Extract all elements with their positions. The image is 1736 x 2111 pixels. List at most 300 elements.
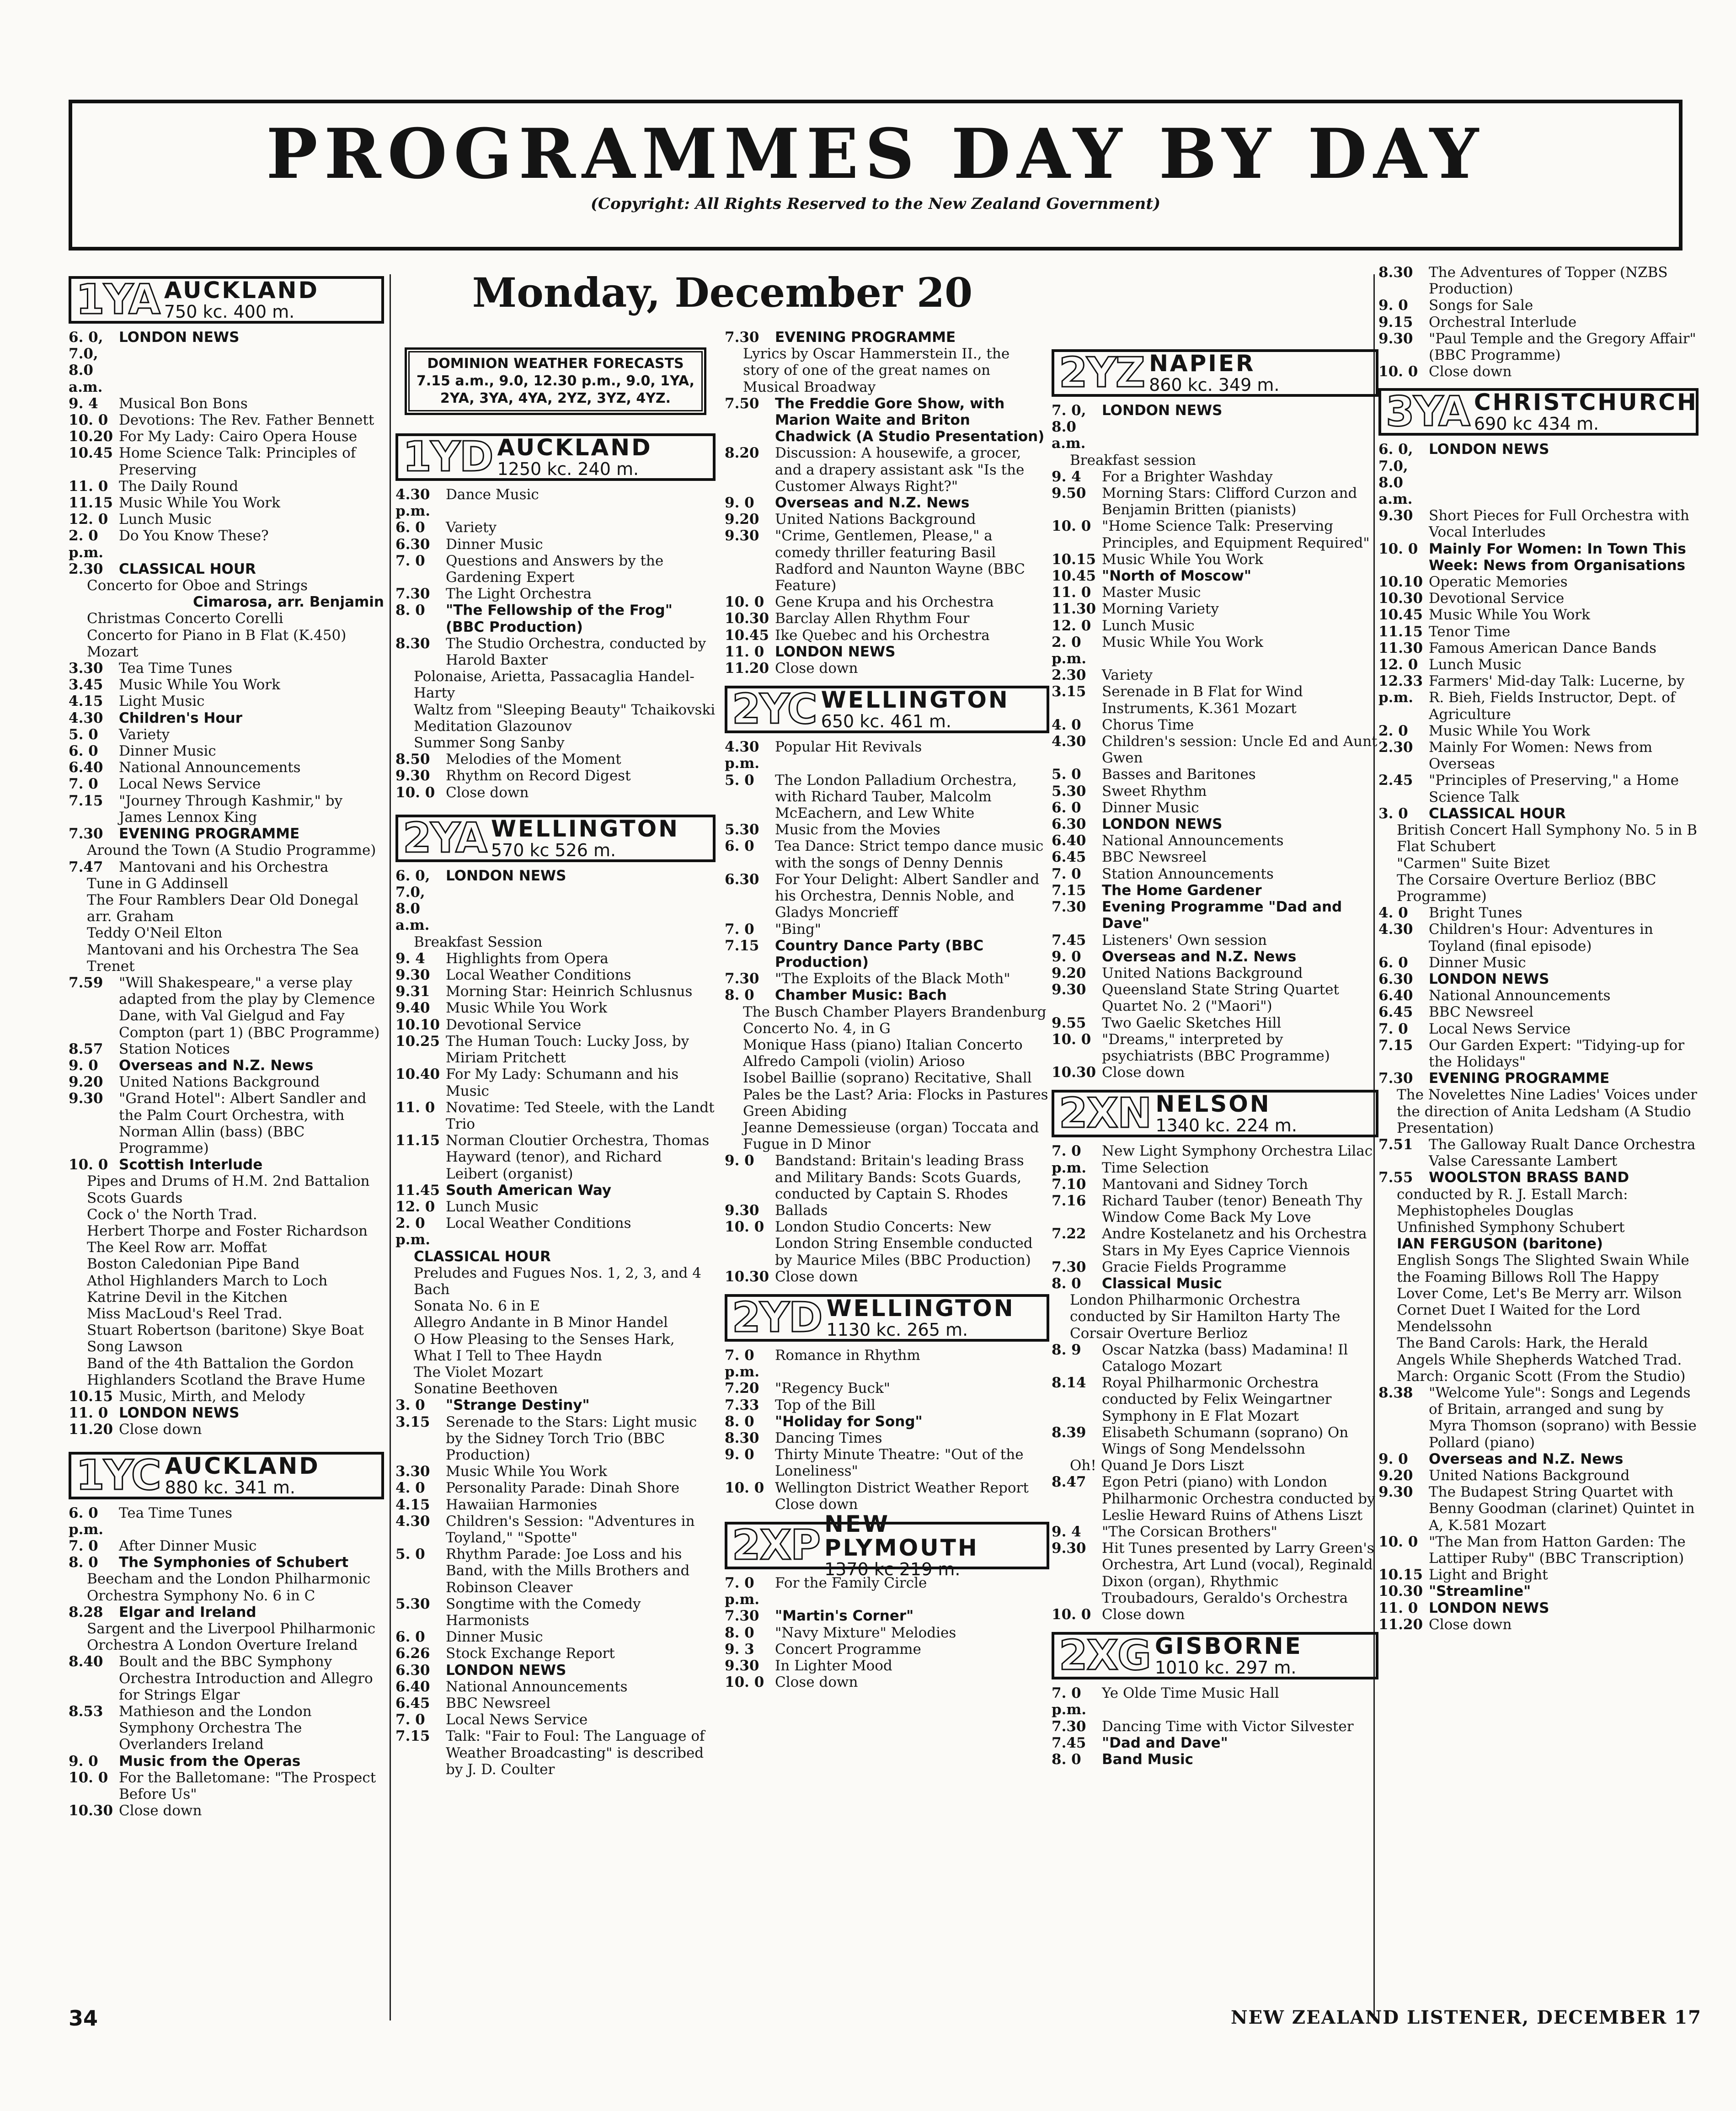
programme-title: Music While You Work bbox=[446, 1463, 607, 1480]
programme-title: Close down bbox=[775, 660, 858, 677]
programme-title: Bright Tunes bbox=[1429, 905, 1522, 922]
programme-time bbox=[725, 1119, 743, 1152]
programme-time: 7.16 bbox=[1052, 1192, 1086, 1209]
column-1 bbox=[69, 274, 384, 1819]
programme-item bbox=[69, 826, 384, 842]
station-call-sign: 1YC bbox=[76, 1451, 160, 1499]
programme-title: Music While You Work bbox=[1429, 607, 1590, 624]
programme-title: Breakfast session bbox=[1070, 452, 1197, 469]
programme-title: Mainly For Women: In Town This Week: News from Organisations bbox=[1429, 540, 1686, 574]
programme-item bbox=[1052, 618, 1378, 634]
programme-item bbox=[1378, 1368, 1699, 1385]
column-3 bbox=[725, 329, 1049, 1690]
programme-item bbox=[395, 486, 716, 519]
programme-title: National Announcements bbox=[446, 1678, 628, 1695]
programme-item bbox=[395, 950, 716, 967]
programme-item bbox=[69, 395, 384, 412]
programme-item bbox=[1378, 1070, 1699, 1087]
programme-title: "The Corsican Brothers" bbox=[1102, 1524, 1277, 1540]
programme-item bbox=[1052, 1735, 1378, 1751]
programme-title: United Nations Background bbox=[1102, 965, 1303, 981]
programme-item bbox=[1378, 855, 1699, 872]
programme-item bbox=[1052, 1275, 1378, 1292]
programme-time: 10. 0 bbox=[1052, 518, 1091, 535]
programme-item bbox=[395, 784, 716, 801]
programme-title: Unfinished Symphony Schubert bbox=[1397, 1219, 1625, 1236]
programme-item bbox=[1378, 1616, 1699, 1633]
programme-title: Lyrics by Oscar Hammerstein II., the story of one of the great names on Musical Broadway bbox=[743, 346, 1010, 395]
programme-title: British Concert Hall Symphony No. 5 in B Flat Schubert bbox=[1397, 822, 1697, 855]
programme-item bbox=[69, 1090, 384, 1157]
programme-title: Dancing Times bbox=[775, 1429, 882, 1446]
programme-time: 10. 0 bbox=[69, 1769, 108, 1786]
programme-title: Teddy O'Neil Elton bbox=[87, 925, 223, 942]
programme-item bbox=[395, 1546, 716, 1596]
programme-item bbox=[69, 892, 384, 925]
programme-time bbox=[69, 1322, 87, 1355]
programme-item bbox=[1378, 772, 1699, 805]
programme-time: 11.15 bbox=[69, 495, 113, 512]
programme-item bbox=[1378, 1037, 1699, 1070]
programme-item bbox=[1052, 1685, 1378, 1718]
programme-time: 11. 0 bbox=[1052, 584, 1091, 601]
programme-time bbox=[725, 1053, 743, 1070]
station-2yz-listing bbox=[1052, 402, 1378, 1081]
programme-item bbox=[69, 329, 384, 395]
programme-title: Serenade to the Stars: Light music by the Sidney Torch Trio (BBC Production) bbox=[446, 1413, 697, 1463]
programme-time: 6. 0 bbox=[725, 838, 754, 855]
programme-item bbox=[395, 1513, 716, 1546]
programme-time: 7. 0 bbox=[69, 776, 98, 793]
programme-item bbox=[725, 1152, 1049, 1202]
programme-item bbox=[69, 1322, 384, 1355]
programme-title: CLASSICAL HOUR bbox=[119, 560, 256, 577]
programme-time: 7.20 bbox=[725, 1380, 759, 1397]
programme-item bbox=[1052, 402, 1378, 452]
programme-time: 7.15 bbox=[1052, 882, 1086, 899]
programme-item bbox=[1378, 987, 1699, 1004]
programme-item bbox=[395, 1645, 716, 1662]
programme-title: United Nations Background bbox=[775, 511, 976, 528]
station-1yd-listing bbox=[395, 486, 716, 801]
station-call-sign: 1YD bbox=[403, 433, 493, 481]
programme-title: Country Dance Party (BBC Production) bbox=[775, 937, 984, 970]
programme-time: 7.30 bbox=[395, 586, 430, 602]
programme-title: LONDON NEWS bbox=[775, 643, 896, 660]
programme-item bbox=[1052, 452, 1378, 469]
programme-item bbox=[1378, 921, 1699, 954]
programme-title: Scottish Interlude bbox=[119, 1157, 263, 1173]
programme-title: "Carmen" Suite Bizet bbox=[1397, 855, 1550, 872]
programme-title: Hit Tunes presented by Larry Green's Orchestra, Art Lund (vocal), Reginald Dixon (organ), Rhythmic Troubadours, Geraldo's Orchestra bbox=[1102, 1540, 1374, 1606]
programme-time: 4.30 bbox=[395, 1513, 430, 1530]
programme-time: 4.15 bbox=[69, 693, 103, 710]
programme-title: The Four Ramblers Dear Old Donegal arr. Graham bbox=[87, 891, 359, 925]
programme-item bbox=[725, 346, 1049, 395]
programme-title: BBC Newsreel bbox=[446, 1695, 551, 1712]
programme-item bbox=[395, 1265, 716, 1298]
programme-time: 2. 0 p.m. bbox=[395, 1215, 431, 1248]
programme-item bbox=[1052, 1015, 1378, 1031]
programme-item bbox=[395, 735, 716, 751]
programme-time: 9.30 bbox=[1378, 330, 1413, 347]
station-2yd-listing bbox=[725, 1347, 1049, 1513]
programme-item bbox=[395, 967, 716, 983]
programme-time: 11. 0 bbox=[69, 478, 108, 495]
programme-time: 7.30 bbox=[1378, 1070, 1413, 1087]
programme-item bbox=[725, 987, 1049, 1003]
programme-time: 7.15 bbox=[69, 792, 103, 809]
programme-time: 7.30 bbox=[1052, 899, 1086, 916]
column-5 bbox=[1378, 264, 1699, 1633]
programme-time: 9. 0 bbox=[1378, 1450, 1408, 1467]
programme-title: Richard Tauber (tenor) Beneath Thy Window Come Back My Love bbox=[1102, 1192, 1362, 1226]
programme-title: Mantovani and Sidney Torch bbox=[1102, 1176, 1308, 1193]
programme-title: Ike Quebec and his Orchestra bbox=[775, 627, 990, 644]
programme-item bbox=[395, 1695, 716, 1711]
programme-time: 2. 0 p.m. bbox=[1052, 634, 1087, 667]
programme-item bbox=[725, 1202, 1049, 1219]
programme-item bbox=[1052, 683, 1378, 716]
programme-title: Rhythm Parade: Joe Loss and his Band, with the Mills Brothers and Robinson Cleaver bbox=[446, 1546, 690, 1596]
programme-item bbox=[395, 1728, 716, 1778]
programme-title: Chorus Time bbox=[1102, 716, 1194, 733]
programme-time: 9.20 bbox=[1052, 965, 1086, 981]
programme-item bbox=[1378, 331, 1699, 363]
programme-title: Overseas and N.Z. News bbox=[1429, 1450, 1624, 1467]
programme-time: 9. 0 bbox=[69, 1753, 98, 1770]
programme-item bbox=[1052, 1540, 1378, 1606]
programme-time: 8.30 bbox=[725, 1429, 759, 1446]
programme-item bbox=[69, 1405, 384, 1421]
programme-time bbox=[395, 668, 414, 701]
programme-item bbox=[725, 610, 1049, 627]
programme-time: 9.30 bbox=[395, 768, 430, 784]
programme-item bbox=[1378, 1567, 1699, 1583]
station-city: AUCKLAND bbox=[497, 434, 652, 461]
programme-item bbox=[725, 1070, 1049, 1119]
programme-title: LONDON NEWS bbox=[119, 1405, 240, 1422]
programme-item bbox=[725, 1575, 1049, 1608]
programme-title: "Principles of Preserving," a Home Science Talk bbox=[1429, 772, 1679, 805]
programme-time: 7. 0 bbox=[395, 1711, 425, 1728]
programme-item bbox=[1378, 1236, 1699, 1252]
station-city: WELLINGTON bbox=[826, 1295, 1015, 1322]
station-3ya-listing bbox=[1378, 441, 1699, 1633]
station-call-sign: 1YA bbox=[76, 276, 160, 324]
programme-item bbox=[69, 710, 384, 726]
programme-title: Thirty Minute Theatre: "Out of the Loneliness" bbox=[775, 1446, 1024, 1480]
programme-time: 10.15 bbox=[1052, 551, 1096, 568]
programme-time bbox=[69, 942, 87, 975]
programme-time: 9.30 bbox=[69, 1090, 103, 1107]
programme-item bbox=[1378, 1534, 1699, 1567]
programme-time: 5.30 bbox=[725, 821, 759, 838]
programme-title: Morning Variety bbox=[1102, 601, 1219, 618]
programme-time: 4. 0 bbox=[1052, 716, 1081, 733]
programme-time: 6.45 bbox=[1378, 1004, 1413, 1021]
programme-title: "Will Shakespeare," a verse play adapted from the play by Clemence Dane, with Val Gielgud and Fay Compton (part 1) (BBC Programme) bbox=[119, 974, 380, 1041]
programme-item bbox=[69, 942, 384, 975]
programme-time: 9. 0 bbox=[725, 1152, 754, 1169]
programme-time: 12. 0 bbox=[395, 1198, 435, 1215]
programme-item bbox=[1378, 1186, 1699, 1219]
programme-time: 8. 0 bbox=[1052, 1751, 1081, 1768]
programme-time: 7.15 bbox=[725, 937, 759, 954]
programme-time: 9. 4 bbox=[1052, 1524, 1081, 1540]
programme-title: Royal Philharmonic Orchestra conducted by Felix Weingartner Symphony in E Flat Mozart bbox=[1102, 1375, 1332, 1424]
programme-item bbox=[725, 1446, 1049, 1479]
programme-title: LONDON NEWS bbox=[1429, 1599, 1549, 1616]
programme-title: For My Lady: Cairo Opera House bbox=[119, 428, 358, 445]
programme-title: Summer Song Sanby bbox=[414, 735, 565, 752]
programme-item bbox=[395, 602, 716, 635]
programme-time: 8.40 bbox=[69, 1653, 103, 1670]
programme-title: LONDON NEWS bbox=[446, 867, 566, 884]
programme-time: 7.30 bbox=[725, 1608, 759, 1625]
programme-title: Home Science Talk: Principles of Preserving bbox=[119, 445, 356, 478]
programme-time: 7.45 bbox=[1052, 1734, 1086, 1751]
programme-time: 10.30 bbox=[1378, 1583, 1423, 1600]
programme-time: 7.50 bbox=[725, 395, 759, 412]
programme-time bbox=[69, 842, 87, 858]
station-2yd-heading bbox=[725, 1294, 1049, 1342]
programme-title: Children's Hour: Adventures in Toyland (final episode) bbox=[1429, 921, 1653, 954]
programme-item bbox=[725, 1219, 1049, 1269]
programme-time: 6. 0 bbox=[69, 743, 98, 760]
station-city: WELLINGTON bbox=[491, 815, 679, 842]
programme-item bbox=[1052, 1342, 1378, 1375]
programme-title: United Nations Background bbox=[119, 1074, 320, 1091]
station-frequency: 570 kc 526 m. bbox=[491, 840, 616, 860]
programme-item bbox=[395, 934, 716, 950]
programme-title: Stock Exchange Report bbox=[446, 1645, 615, 1662]
programme-time: 8. 0 bbox=[395, 602, 425, 619]
programme-time bbox=[725, 346, 743, 395]
programme-item bbox=[395, 768, 716, 784]
programme-item bbox=[69, 610, 384, 627]
programme-item bbox=[69, 1223, 384, 1239]
programme-title: Variety bbox=[119, 726, 170, 743]
programme-time: 7. 0 p.m. bbox=[1052, 1143, 1087, 1176]
programme-time: 9.30 bbox=[395, 967, 430, 984]
programme-title: Lunch Music bbox=[1102, 617, 1195, 634]
programme-time: 9. 0 bbox=[725, 495, 754, 512]
programme-title: Top of the Bill bbox=[775, 1397, 876, 1413]
programme-time: 9.31 bbox=[395, 983, 430, 1000]
programme-item bbox=[725, 1480, 1049, 1513]
programme-item bbox=[395, 1066, 716, 1099]
programme-item bbox=[1052, 1424, 1378, 1457]
station-city: NELSON bbox=[1155, 1091, 1271, 1118]
programme-title: London Philharmonic Orchestra conducted by Sir Hamilton Harty The Corsair Overture Berlioz bbox=[1070, 1292, 1341, 1342]
programme-title: Sweet Rhythm bbox=[1102, 783, 1207, 800]
programme-item bbox=[1378, 822, 1699, 855]
programme-item bbox=[69, 1604, 384, 1621]
programme-time bbox=[395, 1298, 414, 1314]
station-2xg-heading bbox=[1052, 1632, 1378, 1679]
programme-item bbox=[395, 1248, 716, 1265]
programme-time: 9. 0 bbox=[1378, 297, 1408, 314]
programme-title: LONDON NEWS bbox=[1429, 970, 1549, 987]
programme-item bbox=[69, 1538, 384, 1554]
programme-item bbox=[1052, 932, 1378, 949]
programme-item bbox=[725, 1037, 1049, 1053]
programme-title: Morning Star: Heinrich Schlusnus bbox=[446, 983, 693, 1000]
programme-time: 4.30 bbox=[69, 709, 103, 726]
programme-item bbox=[1378, 590, 1699, 607]
programme-title: Allegro Andante in B Minor Handel bbox=[414, 1314, 668, 1331]
programme-item bbox=[725, 1347, 1049, 1380]
programme-item bbox=[1378, 541, 1699, 574]
programme-item bbox=[69, 1571, 384, 1604]
station-call-sign: 2YD bbox=[732, 1293, 822, 1342]
programme-time bbox=[395, 1265, 414, 1298]
programme-item bbox=[69, 561, 384, 577]
programme-title: LONDON NEWS bbox=[446, 1662, 566, 1679]
programme-title: Monique Hass (piano) Italian Concerto bbox=[743, 1036, 1023, 1053]
programme-item bbox=[69, 478, 384, 495]
programme-item bbox=[1052, 1375, 1378, 1424]
programme-time: 9.20 bbox=[1378, 1467, 1413, 1484]
programme-time: 6.30 bbox=[395, 536, 430, 553]
programme-item bbox=[69, 528, 384, 560]
programme-title: Local News Service bbox=[119, 776, 261, 793]
programme-title: Songs for Sale bbox=[1429, 297, 1533, 314]
programme-item bbox=[1052, 485, 1378, 518]
programme-item bbox=[1378, 607, 1699, 623]
station-call-sign: 2YA bbox=[403, 814, 486, 862]
programme-title: Station Announcements bbox=[1102, 865, 1274, 882]
programme-item bbox=[1378, 1302, 1699, 1335]
programme-time: 10. 0 bbox=[725, 1219, 764, 1236]
programme-time bbox=[725, 1070, 743, 1119]
programme-title: Two Gaelic Sketches Hill bbox=[1102, 1014, 1282, 1031]
programme-item bbox=[1052, 733, 1378, 766]
programme-title: Herbert Thorpe and Foster Richardson bbox=[87, 1222, 368, 1239]
programme-item bbox=[1052, 1193, 1378, 1226]
programme-title: LONDON NEWS bbox=[119, 329, 240, 346]
programme-time: 11.20 bbox=[725, 660, 769, 677]
station-2xg-listing bbox=[1052, 1685, 1378, 1768]
programme-title: "Paul Temple and the Gregory Affair" (BBC Programme) bbox=[1429, 330, 1696, 364]
programme-title: Close down bbox=[119, 1802, 202, 1819]
programme-title: Tenor Time bbox=[1429, 623, 1511, 640]
programme-title: The Symphonies of Schubert bbox=[119, 1554, 349, 1571]
programme-title: Around the Town (A Studio Programme) bbox=[87, 842, 376, 859]
station-frequency: 860 kc. 349 m. bbox=[1149, 375, 1280, 395]
programme-item bbox=[1052, 832, 1378, 849]
programme-time: 11.30 bbox=[1052, 601, 1096, 618]
programme-title: Music While You Work bbox=[1102, 634, 1263, 650]
programme-time: 8.38 bbox=[1378, 1385, 1413, 1401]
programme-item bbox=[725, 329, 1049, 346]
programme-title: Questions and Answers by the Gardening Expert bbox=[446, 552, 664, 586]
programme-title: Lunch Music bbox=[1429, 656, 1522, 673]
programme-time: 2.30 bbox=[1052, 667, 1086, 684]
programme-title: Wellington District Weather Report Close down bbox=[775, 1479, 1029, 1513]
programme-title: Music While You Work bbox=[119, 495, 280, 512]
programme-item bbox=[725, 1269, 1049, 1285]
programme-title: Jeanne Demessieuse (organ) Toccata and Fugue in D Minor bbox=[743, 1119, 1039, 1153]
programme-item bbox=[1378, 905, 1699, 921]
station-1yc-listing bbox=[69, 1505, 384, 1819]
programme-title: Popular Hit Revivals bbox=[775, 739, 922, 756]
station-frequency: 1340 kc. 224 m. bbox=[1155, 1115, 1297, 1136]
programme-time bbox=[725, 1037, 743, 1053]
programme-title: Close down bbox=[775, 1674, 858, 1691]
programme-item bbox=[1052, 717, 1378, 733]
programme-title: Tune in G Addinsell bbox=[87, 875, 229, 892]
programme-title: Dance Music bbox=[446, 486, 539, 503]
programme-title: O How Pleasing to the Senses Hark, What I Tell to Thee Haydn bbox=[414, 1331, 675, 1364]
programme-time: 6.30 bbox=[1378, 970, 1413, 987]
programme-time: 9. 0 bbox=[1052, 948, 1081, 965]
programme-time: 10. 0 bbox=[1378, 540, 1418, 557]
programme-item bbox=[395, 1199, 716, 1215]
programme-time: 4.30 p.m. bbox=[395, 486, 431, 520]
programme-time: 12. 0 bbox=[69, 511, 108, 528]
programme-time: 2. 0 p.m. bbox=[69, 528, 104, 561]
programme-title: English Songs The Slighted Swain While the Foaming Billows Roll The Happy Lover Come, Let's Be Merry arr. Wilson bbox=[1397, 1252, 1689, 1302]
programme-item bbox=[69, 1206, 384, 1223]
programme-item bbox=[69, 1273, 384, 1306]
programme-time: 10.45 bbox=[1052, 568, 1096, 585]
programme-title: Light Music bbox=[119, 693, 205, 710]
programme-item bbox=[1052, 1031, 1378, 1064]
programme-title: Devotions: The Rev. Father Bennett bbox=[119, 412, 374, 429]
programme-item bbox=[395, 1182, 716, 1199]
programme-item bbox=[69, 1703, 384, 1753]
programme-title: Christmas Concerto Corelli bbox=[87, 610, 283, 627]
programme-time: 8. 0 bbox=[725, 987, 754, 1004]
programme-item bbox=[395, 586, 716, 602]
programme-time: 7. 0 p.m. bbox=[725, 1347, 760, 1381]
programme-time: 5.30 bbox=[1052, 783, 1086, 800]
programme-time: 8.30 bbox=[395, 635, 430, 652]
programme-item bbox=[395, 1314, 716, 1331]
programme-time: 12.33 p.m. bbox=[1378, 673, 1423, 706]
programme-item bbox=[69, 1802, 384, 1819]
programme-time: 6. 0 bbox=[395, 519, 425, 536]
programme-item bbox=[395, 1662, 716, 1679]
programme-item bbox=[1378, 314, 1699, 331]
programme-time bbox=[69, 1306, 87, 1322]
programme-item bbox=[725, 660, 1049, 677]
programme-title: "Grand Hotel": Albert Sandler and the Palm Court Orchestra, with Norman Allin (bass) (BBC Programme) bbox=[119, 1090, 367, 1157]
programme-item bbox=[1378, 297, 1699, 314]
programme-title: Tea Dance: Strict tempo dance music with the songs of Denny Dennis bbox=[775, 838, 1044, 871]
programme-item bbox=[725, 1625, 1049, 1641]
programme-item bbox=[69, 1256, 384, 1272]
programme-time: 9. 4 bbox=[395, 950, 425, 967]
column-2 bbox=[395, 329, 716, 1778]
programme-title: Local Weather Conditions bbox=[446, 1215, 631, 1232]
programme-title: "Dreams," interpreted by psychiatrists (BBC Programme) bbox=[1102, 1031, 1330, 1064]
station-frequency: 690 kc 434 m. bbox=[1474, 414, 1599, 434]
programme-title: Music, Mirth, and Melody bbox=[119, 1388, 305, 1405]
programme-title: Basses and Baritones bbox=[1102, 766, 1256, 783]
station-2xg-continued-listing bbox=[1378, 264, 1699, 380]
programme-item bbox=[1052, 1524, 1378, 1540]
programme-title: "Bing" bbox=[775, 921, 822, 938]
programme-item bbox=[725, 1119, 1049, 1152]
programme-title: Breakfast Session bbox=[414, 933, 543, 950]
programme-title: Local Weather Conditions bbox=[446, 967, 631, 984]
programme-time: 11.15 bbox=[395, 1132, 440, 1149]
programme-time: 11.20 bbox=[1378, 1616, 1423, 1633]
programme-item bbox=[69, 677, 384, 693]
